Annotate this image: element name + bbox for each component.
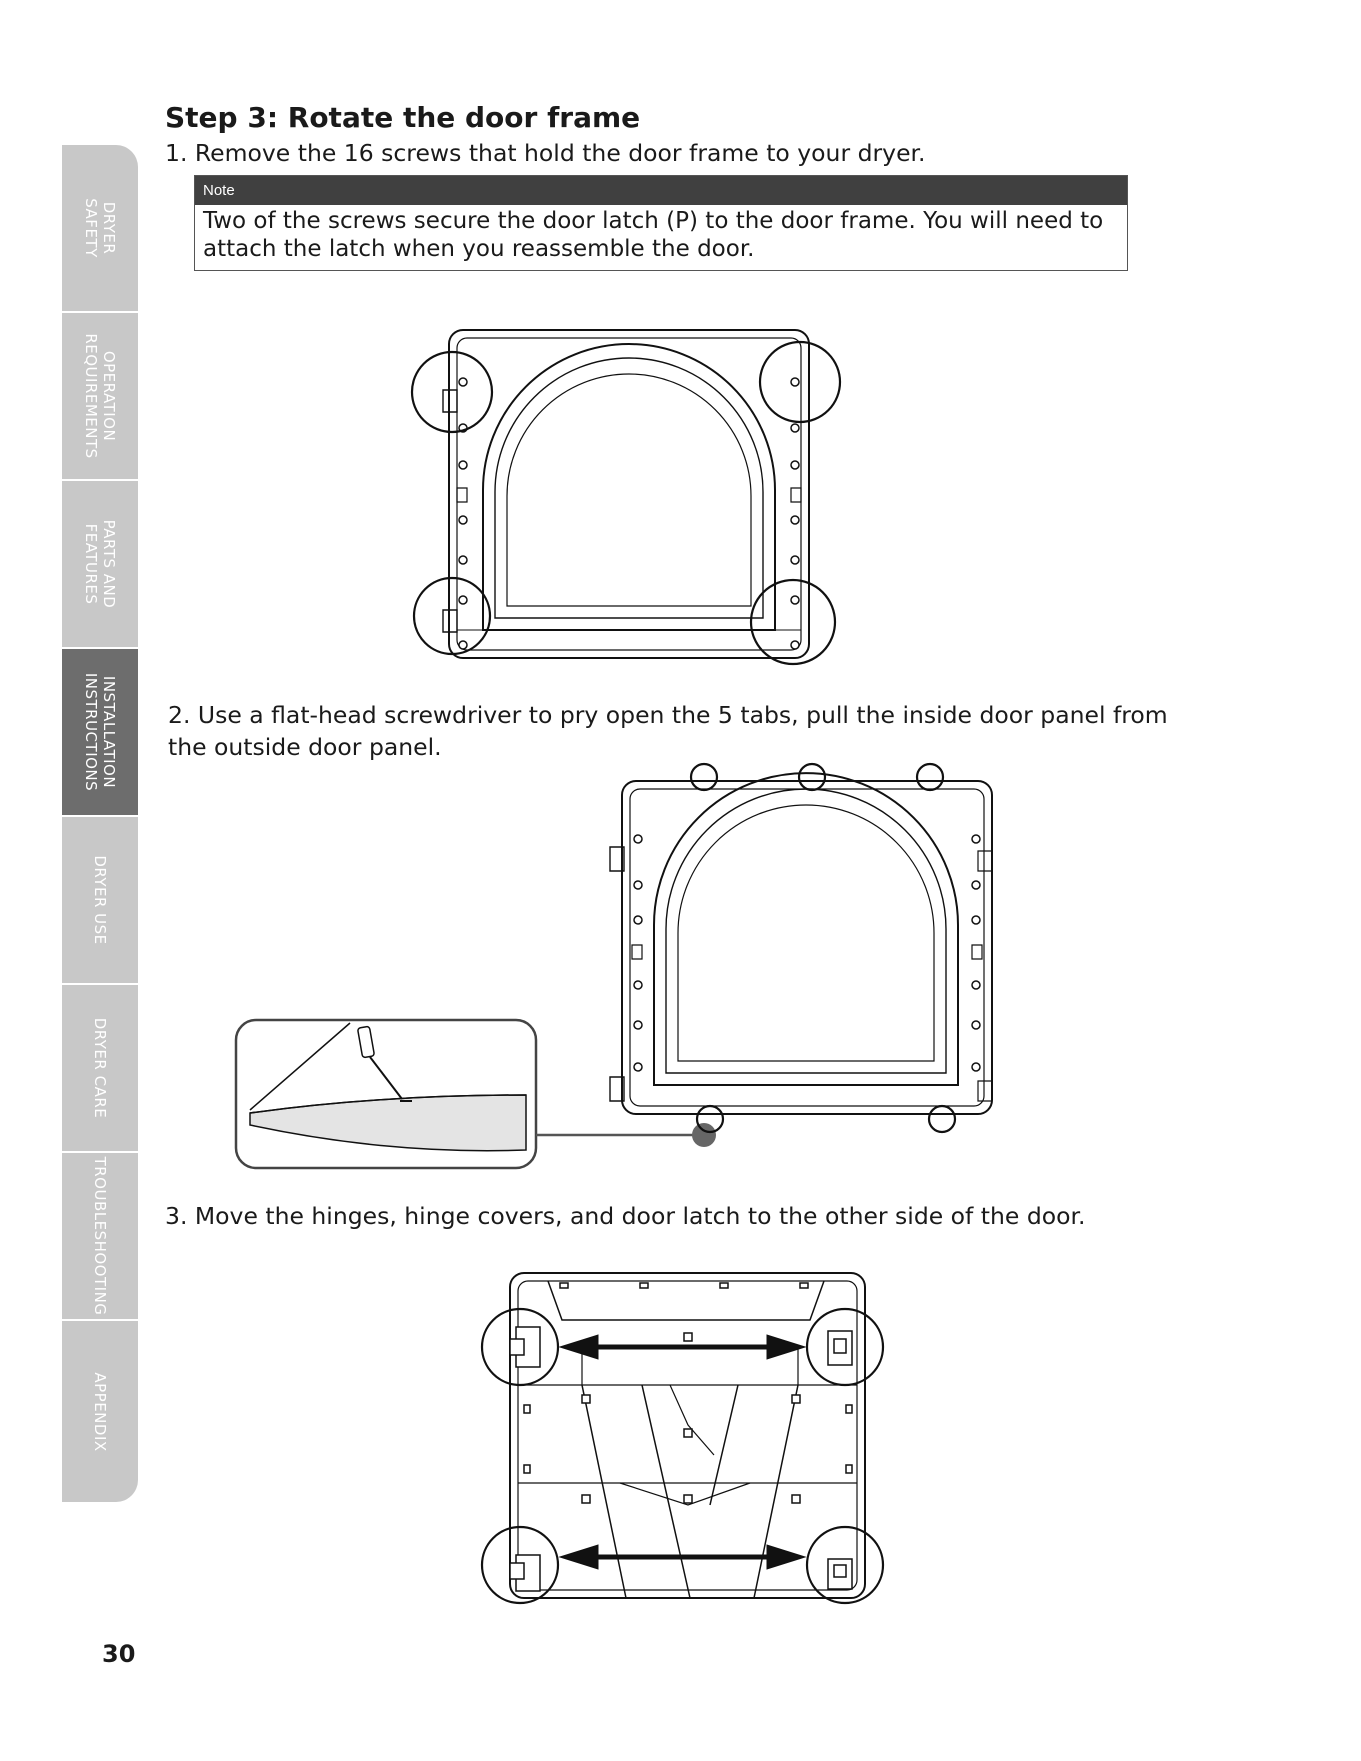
instruction-2: 2. Use a flat-head screwdriver to pry open the 5 tabs, pull the inside door panel from the outside door panel. <box>168 701 1168 761</box>
instruction-1: 1. Remove the 16 screws that hold the door frame to your dryer. <box>165 139 926 167</box>
tab-label: APPENDIX <box>91 1371 109 1452</box>
tab-parts-and-features[interactable] <box>62 481 138 649</box>
tab-operation-requirements[interactable] <box>62 313 138 481</box>
tab-dryer-use[interactable] <box>62 817 138 985</box>
tab-label: DRYER SAFETY <box>82 198 118 258</box>
tab-label: OPERATION REQUIREMENTS <box>82 333 118 459</box>
tab-dryer-care[interactable] <box>62 985 138 1153</box>
move-hinges-figure <box>470 1265 900 1615</box>
note-box <box>194 175 1128 271</box>
pry-tabs-figure <box>230 755 1010 1175</box>
instruction-3: 3. Move the hinges, hinge covers, and door latch to the other side of the door. <box>165 1202 1086 1230</box>
page-number: 30 <box>102 1640 136 1668</box>
tab-installation-instructions[interactable] <box>62 649 138 817</box>
note-heading: Note <box>195 176 1127 205</box>
tab-dryer-safety[interactable] <box>62 145 138 313</box>
tab-appendix[interactable] <box>62 1321 138 1502</box>
tab-label: TROUBLESHOOTING <box>91 1156 109 1316</box>
door-frame-screws-figure <box>405 320 845 670</box>
tab-troubleshooting[interactable] <box>62 1153 138 1321</box>
tab-label: PARTS AND FEATURES <box>82 519 118 609</box>
side-tab-navigation <box>62 145 138 1502</box>
tab-label: INSTALLATION INSTRUCTIONS <box>82 672 118 792</box>
step-title: Step 3: Rotate the door frame <box>165 101 641 134</box>
tab-label: DRYER USE <box>91 855 109 945</box>
tab-label: DRYER CARE <box>91 1017 109 1119</box>
note-text: Two of the screws secure the door latch (P) to the door frame. You will need to attach the latch when you reassemble the door. <box>203 208 1104 262</box>
